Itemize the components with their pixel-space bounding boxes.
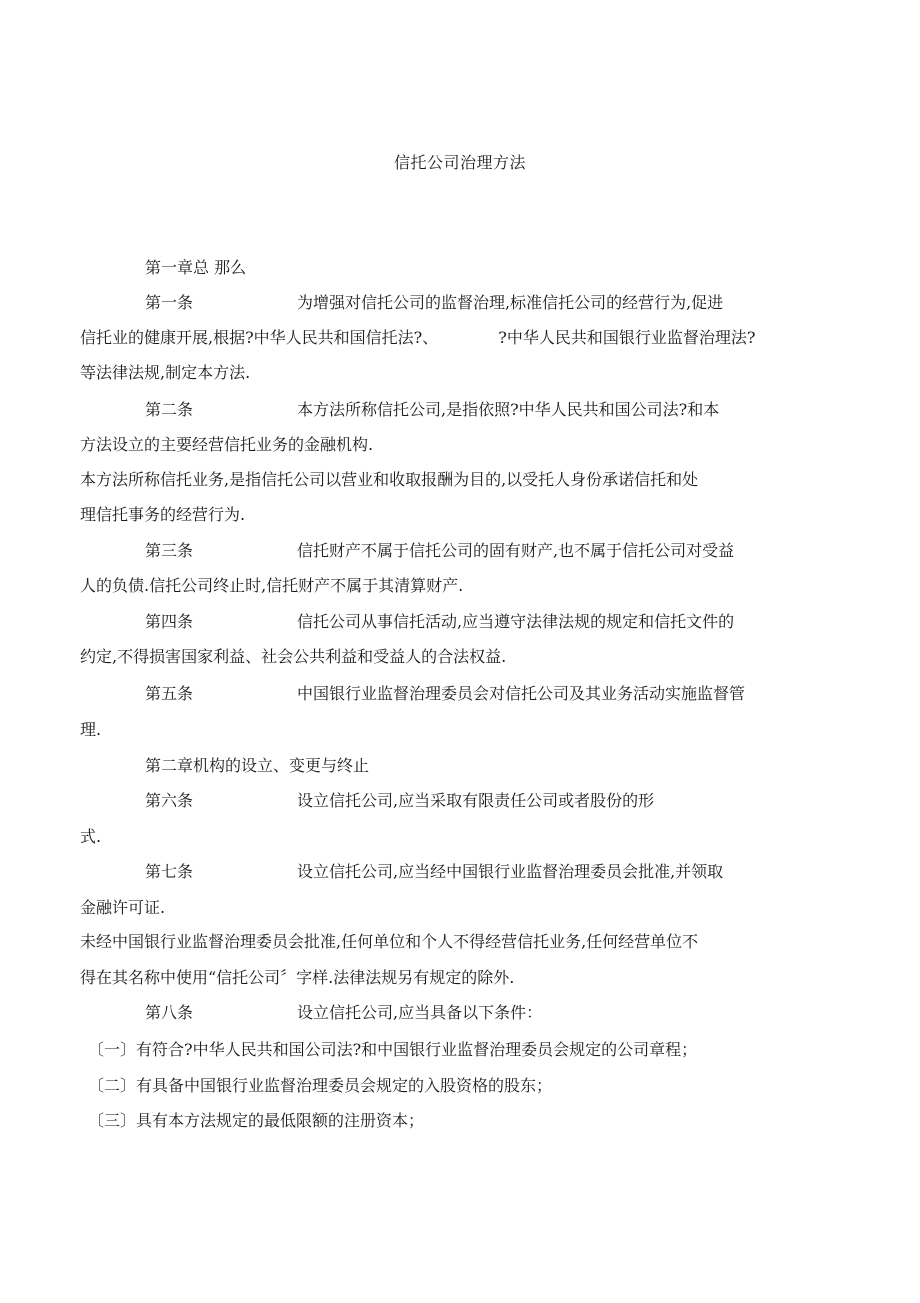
article-6-label: 第六条 — [145, 791, 194, 810]
article-7-line-2: 金融许可证. — [80, 898, 166, 917]
article-7-line-1: 设立信托公司,应当经中国银行业监督治理委员会批准,并领取 — [297, 862, 724, 881]
article-5-label: 第五条 — [145, 684, 194, 703]
article-7-line-4: 得在其名称中使用“信托公司〞字样.法律法规另有规定的除外. — [80, 968, 515, 987]
chapter-heading-1: 第一章总 那么 — [145, 258, 247, 277]
article-3-line-2: 人的负债.信托公司终止时,信托财产不属于其清算财产. — [80, 576, 464, 595]
article-5-line-1: 中国银行业监督治理委员会对信托公司及其业务活动实施监督管 — [297, 684, 746, 703]
chapter-heading-2: 第二章机构的设立、变更与终止 — [145, 756, 370, 775]
article-3-label: 第三条 — [145, 541, 194, 560]
article-2-line-4: 理信托事务的经营行为. — [80, 505, 246, 524]
article-8-line-1: 设立信托公司,应当具备以下条件： — [297, 1003, 543, 1022]
article-4-label: 第四条 — [145, 612, 194, 631]
article-8-item-3: 〔三〕具有本方法规定的最低限额的注册资本； — [88, 1111, 425, 1130]
document-title: 信托公司治理方法 — [393, 153, 526, 172]
article-1-line-2: 信托业的健康开展,根据?中华人民共和国信托法?、 ?中华人民共和国银行业监督治理法? — [80, 328, 756, 347]
article-8-item-1: 〔一〕有符合?中华人民共和国公司法?和中国银行业监督治理委员会规定的公司章程； — [88, 1040, 698, 1059]
article-3-line-1: 信托财产不属于信托公司的固有财产,也不属于信托公司对受益 — [297, 541, 735, 560]
article-1-label: 第一条 — [145, 293, 194, 312]
article-2-line-2: 方法设立的主要经营信托业务的金融机构. — [80, 435, 374, 454]
article-2-line-3: 本方法所称信托业务,是指信托公司以营业和收取报酬为目的,以受托人身份承诺信托和处 — [80, 470, 699, 489]
article-6-line-1: 设立信托公司,应当采取有限责任公司或者股份的形 — [297, 791, 655, 810]
article-7-label: 第七条 — [145, 862, 194, 881]
article-1-line-1: 为增强对信托公司的监督治理,标准信托公司的经营行为,促进 — [297, 293, 724, 312]
article-2-line-1: 本方法所称信托公司,是指依照?中华人民共和国公司法?和本 — [297, 400, 720, 419]
article-4-line-2: 约定,不得损害国家利益、社会公共利益和受益人的合法权益. — [80, 647, 507, 666]
article-8-label: 第八条 — [145, 1003, 194, 1022]
article-7-line-3: 未经中国银行业监督治理委员会批准,任何单位和个人不得经营信托业务,任何经营单位不 — [80, 932, 699, 951]
article-8-item-2: 〔二〕有具备中国银行业监督治理委员会规定的入股资格的股东； — [88, 1076, 553, 1095]
article-6-line-2: 式. — [80, 827, 102, 846]
article-4-line-1: 信托公司从事信托活动,应当遵守法律法规的规定和信托文件的 — [297, 612, 735, 631]
article-1-line-3: 等法律法规,制定本方法. — [80, 363, 251, 382]
article-2-label: 第二条 — [145, 400, 194, 419]
article-5-line-2: 理. — [80, 720, 102, 739]
